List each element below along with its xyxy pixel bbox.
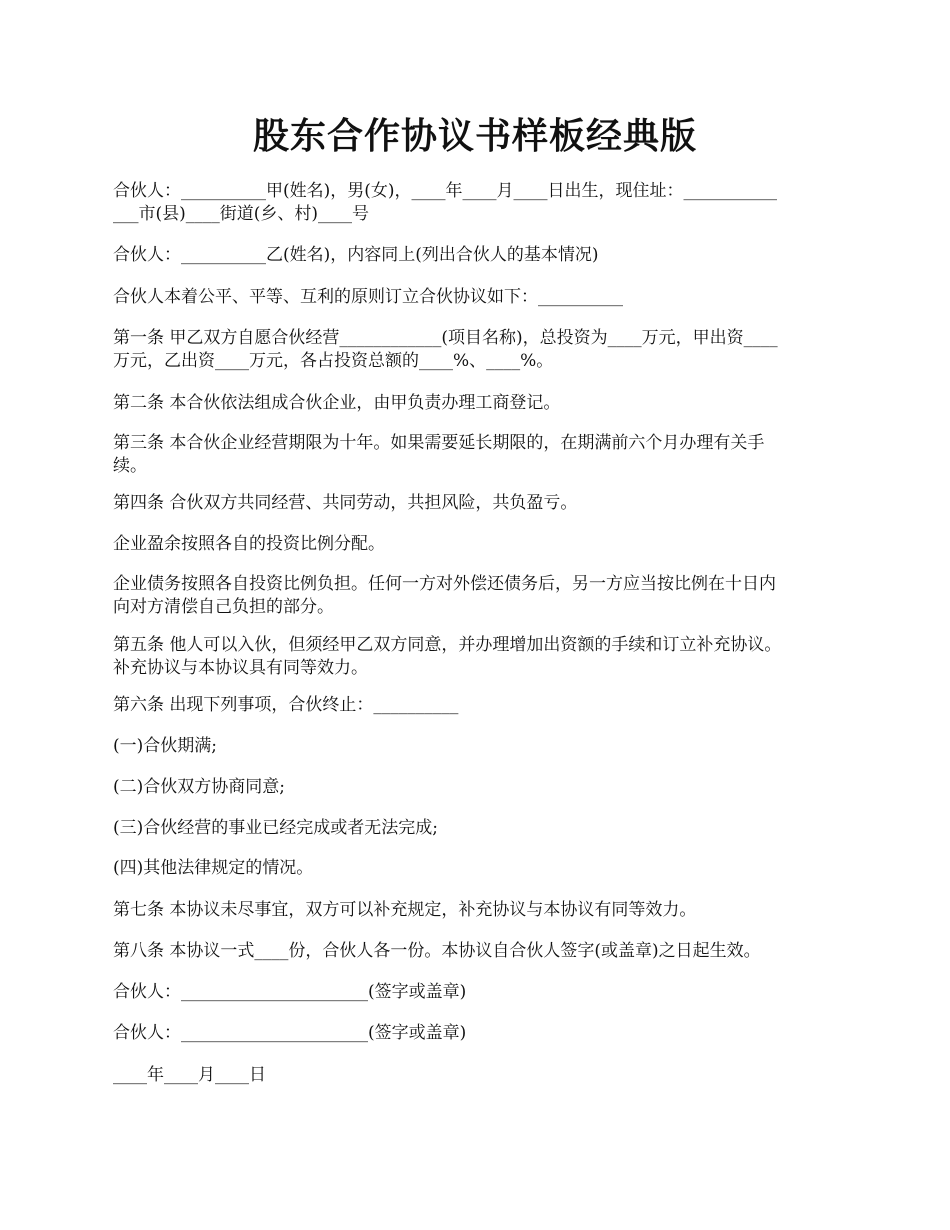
article-4: 第四条 合伙双方共同经营、共同劳动，共担风险，共负盈亏。 [113, 493, 578, 513]
signature-date: ____年____月____日 [113, 1065, 266, 1085]
partner-a-info: 合伙人：__________甲(姓名)，男(女)，____年____月____日出生，现住址：___________ ___市(县)____街道(乡、村)____号 [113, 181, 778, 224]
article-1: 第一条 甲乙双方自愿合伙经营____________(项目名称)，总投资为____万元，甲出资____ 万元，乙出资____万元，各占投资总额的____%、____%。 [113, 328, 778, 371]
termination-item-4: (四)其他法律规定的情况。 [113, 858, 314, 878]
article-8: 第八条 本协议一式____份，合伙人各一份。本协议自合伙人签字(或盖章)之日起生效。 [113, 941, 761, 961]
termination-item-2: (二)合伙双方协商同意; [113, 777, 285, 797]
termination-item-3: (三)合伙经营的事业已经完成或者无法完成; [113, 818, 438, 838]
article-7: 第七条 本协议未尽事宜，双方可以补充规定，补充协议与本协议有同等效力。 [113, 900, 697, 920]
article-6: 第六条 出现下列事项，合伙终止：__________ [113, 695, 459, 715]
signature-partner-2: 合伙人：______________________(签字或盖章) [113, 1023, 467, 1043]
termination-item-1: (一)合伙期满; [113, 736, 217, 756]
article-2: 第二条 本合伙依法组成合伙企业，由甲负责办理工商登记。 [113, 393, 561, 413]
partner-b-info: 合伙人：__________乙(姓名)，内容同上(列出合伙人的基本情况) [113, 245, 599, 265]
article-5: 第五条 他人可以入伙，但须经甲乙双方同意，并办理增加出资额的手续和订立补充协议。 补充协议与本协议具有同等效力。 [113, 635, 782, 678]
agreement-intro: 合伙人本着公平、平等、互利的原则订立合伙协议如下：__________ [113, 287, 623, 307]
article-3: 第三条 本合伙企业经营期限为十年。如果需要延长期限的，在期满前六个月办理有关手 续。 [113, 433, 765, 476]
document-title: 股东合作协议书样板经典版 [252, 115, 697, 157]
signature-partner-1: 合伙人：______________________(签字或盖章) [113, 982, 467, 1002]
profit-distribution: 企业盈余按照各自的投资比例分配。 [113, 534, 385, 554]
debt-allocation: 企业债务按照各自投资比例负担。任何一方对外偿还债务后，另一方应当按比例在十日内 向对方清偿自己负担的部分。 [113, 574, 776, 617]
